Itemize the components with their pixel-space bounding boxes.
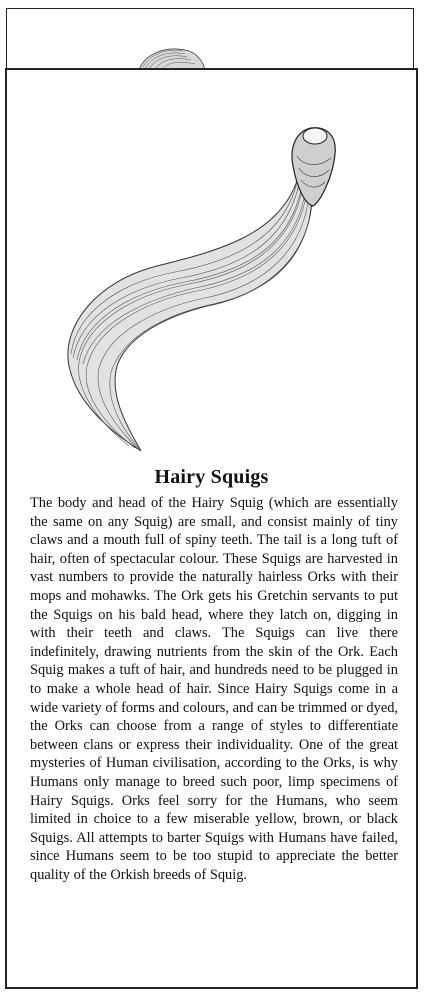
hairy-squig-illustration-icon <box>57 106 367 456</box>
article-title: Hairy Squigs <box>154 466 269 488</box>
previous-card-frame <box>6 8 414 68</box>
article-body: The body and head of the Hairy Squig (which are essentially the same on any Squig) are small, and consist mainly of tiny claws and a mouth full of spiny teeth. The tail is a long tuft of hair, often of spectacular colour. These Squigs are harvested in vast numbers to provide the naturally hairless Orks with their mops and mohawks. The Ork gets his Gretchin servants to put the Squigs on his bald head, where they latch on, digging in with their teeth and claws. The Squigs can live there indefinitely, drawing nutrients from the skin of the Ork. Each Squig makes a tuft of hair, and hundreds need to be plugged in to make a whole head of hair. Since Hairy Squigs come in a wide variety of forms and colours, and can be trimmed or dyed, the Orks can choose from a range of styles to differentiate between clans or express their individuality. One of the great mysteries of Human civilisation, according to the Orks, is why Humans only manage to breed such poor, limp specimens of Hairy Squigs. Orks feel sorry for the Humans, who seem limited in choice to a few miserable yellow, brown, or black Squigs. All attempts to barter Squigs with Humans have failed, since Humans seem to be too stupid to appreciate the better quality of the Orkish breeds of Squig. <box>30 495 398 883</box>
previous-creature-illustration-icon <box>137 43 207 71</box>
squig-entry-card <box>5 68 418 989</box>
